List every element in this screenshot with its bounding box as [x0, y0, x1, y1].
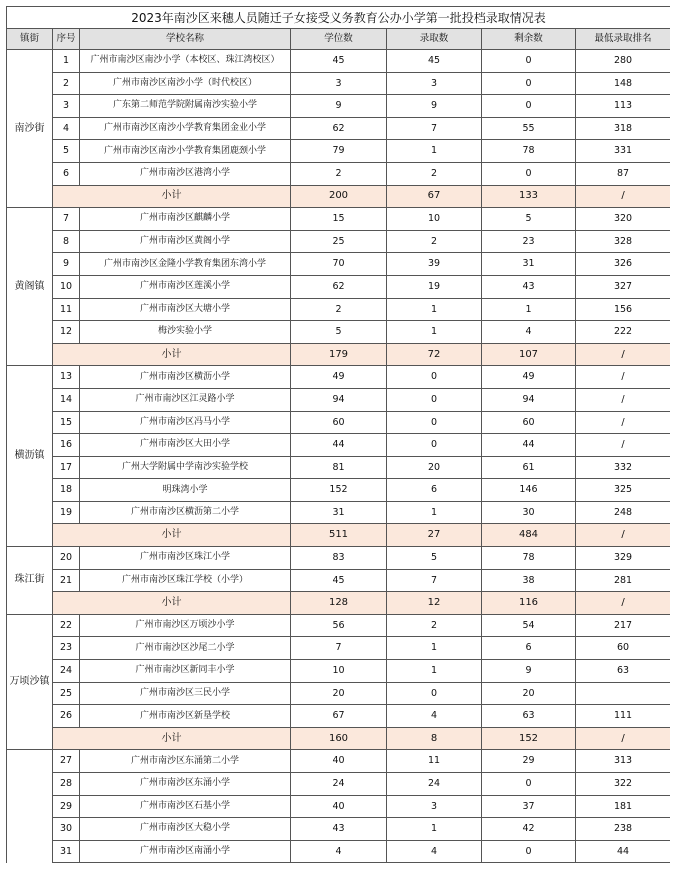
- admitted-cell: 3: [387, 72, 482, 95]
- admitted-cell: 1: [387, 321, 482, 344]
- town-cell: 万顷沙镇: [7, 614, 53, 750]
- header-remaining: 剩余数: [482, 29, 576, 50]
- subtotal-row: [7, 185, 671, 208]
- subtotal-remaining: 116: [482, 592, 576, 615]
- seats-cell: 5: [291, 321, 387, 344]
- table-row: [7, 321, 671, 344]
- subtotal-seats: 128: [291, 592, 387, 615]
- school-name-cell: 广州市南沙区东涌小学: [80, 773, 291, 796]
- school-name-cell: 广州市南沙区珠江小学: [80, 547, 291, 570]
- seq-cell: 20: [53, 547, 80, 570]
- table-row: [7, 501, 671, 524]
- min-rank-cell: 248: [576, 501, 671, 524]
- min-rank-cell: 326: [576, 253, 671, 276]
- school-name-cell: 广州市南沙区莲溪小学: [80, 275, 291, 298]
- table-row: [7, 117, 671, 140]
- admitted-cell: 1: [387, 140, 482, 163]
- seq-cell: 11: [53, 298, 80, 321]
- subtotal-row: [7, 727, 671, 750]
- seq-cell: 22: [53, 614, 80, 637]
- seats-cell: 60: [291, 411, 387, 434]
- min-rank-cell: 327: [576, 275, 671, 298]
- table-row: [7, 479, 671, 502]
- admitted-cell: 2: [387, 614, 482, 637]
- min-rank-cell: 331: [576, 140, 671, 163]
- table-row: [7, 705, 671, 728]
- table-row: [7, 637, 671, 660]
- remaining-cell: 0: [482, 773, 576, 796]
- table-row: [7, 162, 671, 185]
- header-seats: 学位数: [291, 29, 387, 50]
- seq-cell: 26: [53, 705, 80, 728]
- remaining-cell: 4: [482, 321, 576, 344]
- remaining-cell: 37: [482, 795, 576, 818]
- seats-cell: 40: [291, 750, 387, 773]
- seq-cell: 10: [53, 275, 80, 298]
- admitted-cell: 9: [387, 95, 482, 118]
- table-row: [7, 660, 671, 683]
- seats-cell: 24: [291, 773, 387, 796]
- subtotal-label: 小计: [53, 524, 291, 547]
- table-row: [7, 569, 671, 592]
- admitted-cell: 2: [387, 230, 482, 253]
- admitted-cell: 1: [387, 818, 482, 841]
- admitted-cell: 24: [387, 773, 482, 796]
- remaining-cell: 1: [482, 298, 576, 321]
- seats-cell: 79: [291, 140, 387, 163]
- subtotal-label: 小计: [53, 343, 291, 366]
- table-row: [7, 230, 671, 253]
- school-name-cell: 广州市南沙区金隆小学教育集团东湾小学: [80, 253, 291, 276]
- school-name-cell: 广州市南沙区冯马小学: [80, 411, 291, 434]
- admitted-cell: 0: [387, 366, 482, 389]
- seq-cell: 8: [53, 230, 80, 253]
- min-rank-cell: 318: [576, 117, 671, 140]
- subtotal-admitted: 72: [387, 343, 482, 366]
- min-rank-cell: 222: [576, 321, 671, 344]
- seats-cell: 44: [291, 434, 387, 457]
- table-row: [7, 773, 671, 796]
- seq-cell: 21: [53, 569, 80, 592]
- subtotal-min-rank: /: [576, 343, 671, 366]
- table-row: [7, 750, 671, 773]
- remaining-cell: 38: [482, 569, 576, 592]
- subtotal-min-rank: /: [576, 727, 671, 750]
- remaining-cell: 5: [482, 208, 576, 231]
- seq-cell: 15: [53, 411, 80, 434]
- table-row: [7, 50, 671, 73]
- min-rank-cell: /: [576, 434, 671, 457]
- subtotal-min-rank: /: [576, 185, 671, 208]
- table-row: [7, 140, 671, 163]
- remaining-cell: 63: [482, 705, 576, 728]
- school-name-cell: 广州市南沙区大田小学: [80, 434, 291, 457]
- table-title: 2023年南沙区来穗人员随迁子女接受义务教育公办小学第一批投档录取情况表: [7, 7, 671, 29]
- admitted-cell: 7: [387, 117, 482, 140]
- table-row: [7, 411, 671, 434]
- seq-cell: 5: [53, 140, 80, 163]
- min-rank-cell: /: [576, 366, 671, 389]
- admitted-cell: 11: [387, 750, 482, 773]
- subtotal-min-rank: /: [576, 592, 671, 615]
- seq-cell: 31: [53, 840, 80, 863]
- min-rank-cell: 320: [576, 208, 671, 231]
- admitted-cell: 3: [387, 795, 482, 818]
- remaining-cell: 31: [482, 253, 576, 276]
- subtotal-row: [7, 524, 671, 547]
- min-rank-cell: 238: [576, 818, 671, 841]
- remaining-cell: 44: [482, 434, 576, 457]
- seq-cell: 16: [53, 434, 80, 457]
- seats-cell: 62: [291, 117, 387, 140]
- remaining-cell: 29: [482, 750, 576, 773]
- remaining-cell: 0: [482, 50, 576, 73]
- seq-cell: 30: [53, 818, 80, 841]
- seq-cell: 27: [53, 750, 80, 773]
- subtotal-seats: 511: [291, 524, 387, 547]
- min-rank-cell: 280: [576, 50, 671, 73]
- subtotal-label: 小计: [53, 727, 291, 750]
- seq-cell: 13: [53, 366, 80, 389]
- subtotal-label: 小计: [53, 592, 291, 615]
- remaining-cell: 60: [482, 411, 576, 434]
- subtotal-seats: 200: [291, 185, 387, 208]
- school-name-cell: 广州市南沙区南沙小学（时代校区）: [80, 72, 291, 95]
- remaining-cell: 146: [482, 479, 576, 502]
- admitted-cell: 0: [387, 411, 482, 434]
- seats-cell: 3: [291, 72, 387, 95]
- table-row: [7, 434, 671, 457]
- school-name-cell: 广州市南沙区黄阁小学: [80, 230, 291, 253]
- seq-cell: 9: [53, 253, 80, 276]
- admitted-cell: 20: [387, 456, 482, 479]
- remaining-cell: 9: [482, 660, 576, 683]
- school-name-cell: 梅沙实验小学: [80, 321, 291, 344]
- seats-cell: 62: [291, 275, 387, 298]
- table-row: [7, 366, 671, 389]
- subtotal-label: 小计: [53, 185, 291, 208]
- town-cell: [7, 750, 53, 863]
- remaining-cell: 30: [482, 501, 576, 524]
- seq-cell: 23: [53, 637, 80, 660]
- seats-cell: 15: [291, 208, 387, 231]
- seats-cell: 20: [291, 682, 387, 705]
- seats-cell: 43: [291, 818, 387, 841]
- admitted-cell: 6: [387, 479, 482, 502]
- admitted-cell: 1: [387, 660, 482, 683]
- min-rank-cell: 63: [576, 660, 671, 683]
- subtotal-admitted: 27: [387, 524, 482, 547]
- seats-cell: 67: [291, 705, 387, 728]
- subtotal-seats: 179: [291, 343, 387, 366]
- seats-cell: 70: [291, 253, 387, 276]
- school-name-cell: 广州市南沙区大塘小学: [80, 298, 291, 321]
- seq-cell: 1: [53, 50, 80, 73]
- admission-sheet: [6, 6, 670, 870]
- school-name-cell: 广州市南沙区横沥小学: [80, 366, 291, 389]
- table-row: [7, 682, 671, 705]
- min-rank-cell: 329: [576, 547, 671, 570]
- subtotal-min-rank: /: [576, 524, 671, 547]
- min-rank-cell: 325: [576, 479, 671, 502]
- remaining-cell: 61: [482, 456, 576, 479]
- table-row: [7, 275, 671, 298]
- seats-cell: 56: [291, 614, 387, 637]
- min-rank-cell: 87: [576, 162, 671, 185]
- remaining-cell: 55: [482, 117, 576, 140]
- school-name-cell: 广州市南沙区南沙小学教育集团鹿颈小学: [80, 140, 291, 163]
- admitted-cell: 0: [387, 434, 482, 457]
- min-rank-cell: [576, 682, 671, 705]
- school-name-cell: 广州市南沙区沙尾二小学: [80, 637, 291, 660]
- seats-cell: 152: [291, 479, 387, 502]
- subtotal-remaining: 107: [482, 343, 576, 366]
- subtotal-remaining: 133: [482, 185, 576, 208]
- school-name-cell: 广州大学附属中学南沙实验学校: [80, 456, 291, 479]
- seq-cell: 2: [53, 72, 80, 95]
- seq-cell: 7: [53, 208, 80, 231]
- school-name-cell: 广州市南沙区万顷沙小学: [80, 614, 291, 637]
- remaining-cell: 94: [482, 388, 576, 411]
- seq-cell: 29: [53, 795, 80, 818]
- remaining-cell: 0: [482, 840, 576, 863]
- min-rank-cell: 332: [576, 456, 671, 479]
- header-admitted: 录取数: [387, 29, 482, 50]
- school-name-cell: 明珠湾小学: [80, 479, 291, 502]
- school-name-cell: 广州市南沙区新同丰小学: [80, 660, 291, 683]
- remaining-cell: 0: [482, 162, 576, 185]
- seq-cell: 14: [53, 388, 80, 411]
- subtotal-admitted: 8: [387, 727, 482, 750]
- seats-cell: 45: [291, 50, 387, 73]
- remaining-cell: 78: [482, 140, 576, 163]
- subtotal-row: [7, 592, 671, 615]
- remaining-cell: 78: [482, 547, 576, 570]
- table-row: [7, 456, 671, 479]
- table-row: [7, 795, 671, 818]
- min-rank-cell: 111: [576, 705, 671, 728]
- admitted-cell: 1: [387, 501, 482, 524]
- subtotal-seats: 160: [291, 727, 387, 750]
- header-row: [7, 29, 671, 50]
- seq-cell: 17: [53, 456, 80, 479]
- school-name-cell: 广州市南沙区麒麟小学: [80, 208, 291, 231]
- remaining-cell: 0: [482, 72, 576, 95]
- admitted-cell: 19: [387, 275, 482, 298]
- admitted-cell: 7: [387, 569, 482, 592]
- subtotal-remaining: 484: [482, 524, 576, 547]
- admitted-cell: 1: [387, 637, 482, 660]
- school-name-cell: 广州市南沙区三民小学: [80, 682, 291, 705]
- school-name-cell: 广州市南沙区南沙小学教育集团金业小学: [80, 117, 291, 140]
- school-name-cell: 广州市南沙区江灵路小学: [80, 388, 291, 411]
- town-cell: 南沙街: [7, 50, 53, 208]
- seats-cell: 7: [291, 637, 387, 660]
- school-name-cell: 广州市南沙区横沥第二小学: [80, 501, 291, 524]
- table-row: [7, 253, 671, 276]
- seats-cell: 81: [291, 456, 387, 479]
- table-row: [7, 547, 671, 570]
- min-rank-cell: 113: [576, 95, 671, 118]
- admitted-cell: 4: [387, 705, 482, 728]
- min-rank-cell: 322: [576, 773, 671, 796]
- seats-cell: 9: [291, 95, 387, 118]
- remaining-cell: 43: [482, 275, 576, 298]
- table-row: [7, 95, 671, 118]
- remaining-cell: 0: [482, 95, 576, 118]
- admitted-cell: 2: [387, 162, 482, 185]
- subtotal-remaining: 152: [482, 727, 576, 750]
- seats-cell: 4: [291, 840, 387, 863]
- admitted-cell: 5: [387, 547, 482, 570]
- min-rank-cell: 181: [576, 795, 671, 818]
- header-min-rank: 最低录取排名: [576, 29, 671, 50]
- seats-cell: 25: [291, 230, 387, 253]
- seq-cell: 18: [53, 479, 80, 502]
- min-rank-cell: 328: [576, 230, 671, 253]
- subtotal-admitted: 12: [387, 592, 482, 615]
- admitted-cell: 0: [387, 682, 482, 705]
- seq-cell: 12: [53, 321, 80, 344]
- school-name-cell: 广州市南沙区南沙小学（本校区、珠江湾校区）: [80, 50, 291, 73]
- table-row: [7, 208, 671, 231]
- seq-cell: 19: [53, 501, 80, 524]
- admission-table: [6, 6, 670, 863]
- admitted-cell: 1: [387, 298, 482, 321]
- school-name-cell: 广州市南沙区港湾小学: [80, 162, 291, 185]
- seats-cell: 49: [291, 366, 387, 389]
- min-rank-cell: 217: [576, 614, 671, 637]
- remaining-cell: 54: [482, 614, 576, 637]
- seq-cell: 3: [53, 95, 80, 118]
- header-seq: 序号: [53, 29, 80, 50]
- seq-cell: 24: [53, 660, 80, 683]
- admitted-cell: 10: [387, 208, 482, 231]
- school-name-cell: 广州市南沙区珠江学校（小学）: [80, 569, 291, 592]
- remaining-cell: 23: [482, 230, 576, 253]
- min-rank-cell: 156: [576, 298, 671, 321]
- table-row: [7, 298, 671, 321]
- seats-cell: 2: [291, 298, 387, 321]
- table-row: [7, 72, 671, 95]
- table-row: [7, 614, 671, 637]
- seats-cell: 45: [291, 569, 387, 592]
- table-row: [7, 840, 671, 863]
- remaining-cell: 20: [482, 682, 576, 705]
- admitted-cell: 45: [387, 50, 482, 73]
- seq-cell: 6: [53, 162, 80, 185]
- admitted-cell: 0: [387, 388, 482, 411]
- min-rank-cell: 313: [576, 750, 671, 773]
- min-rank-cell: 281: [576, 569, 671, 592]
- header-school: 学校名称: [80, 29, 291, 50]
- header-town: 镇街: [7, 29, 53, 50]
- remaining-cell: 6: [482, 637, 576, 660]
- subtotal-row: [7, 343, 671, 366]
- table-row: [7, 388, 671, 411]
- town-cell: 横沥镇: [7, 366, 53, 547]
- town-cell: 黄阁镇: [7, 208, 53, 366]
- admitted-cell: 39: [387, 253, 482, 276]
- seats-cell: 83: [291, 547, 387, 570]
- school-name-cell: 广东第二师范学院附属南沙实验小学: [80, 95, 291, 118]
- school-name-cell: 广州市南沙区南涌小学: [80, 840, 291, 863]
- seats-cell: 31: [291, 501, 387, 524]
- remaining-cell: 49: [482, 366, 576, 389]
- remaining-cell: 42: [482, 818, 576, 841]
- school-name-cell: 广州市南沙区大稳小学: [80, 818, 291, 841]
- min-rank-cell: 148: [576, 72, 671, 95]
- min-rank-cell: /: [576, 388, 671, 411]
- admitted-cell: 4: [387, 840, 482, 863]
- table-row: [7, 818, 671, 841]
- town-cell: 珠江街: [7, 547, 53, 615]
- school-name-cell: 广州市南沙区新垦学校: [80, 705, 291, 728]
- subtotal-admitted: 67: [387, 185, 482, 208]
- seq-cell: 28: [53, 773, 80, 796]
- seats-cell: 94: [291, 388, 387, 411]
- min-rank-cell: 60: [576, 637, 671, 660]
- seats-cell: 10: [291, 660, 387, 683]
- seats-cell: 40: [291, 795, 387, 818]
- seats-cell: 2: [291, 162, 387, 185]
- min-rank-cell: /: [576, 411, 671, 434]
- school-name-cell: 广州市南沙区石基小学: [80, 795, 291, 818]
- seq-cell: 25: [53, 682, 80, 705]
- seq-cell: 4: [53, 117, 80, 140]
- school-name-cell: 广州市南沙区东涌第二小学: [80, 750, 291, 773]
- min-rank-cell: 44: [576, 840, 671, 863]
